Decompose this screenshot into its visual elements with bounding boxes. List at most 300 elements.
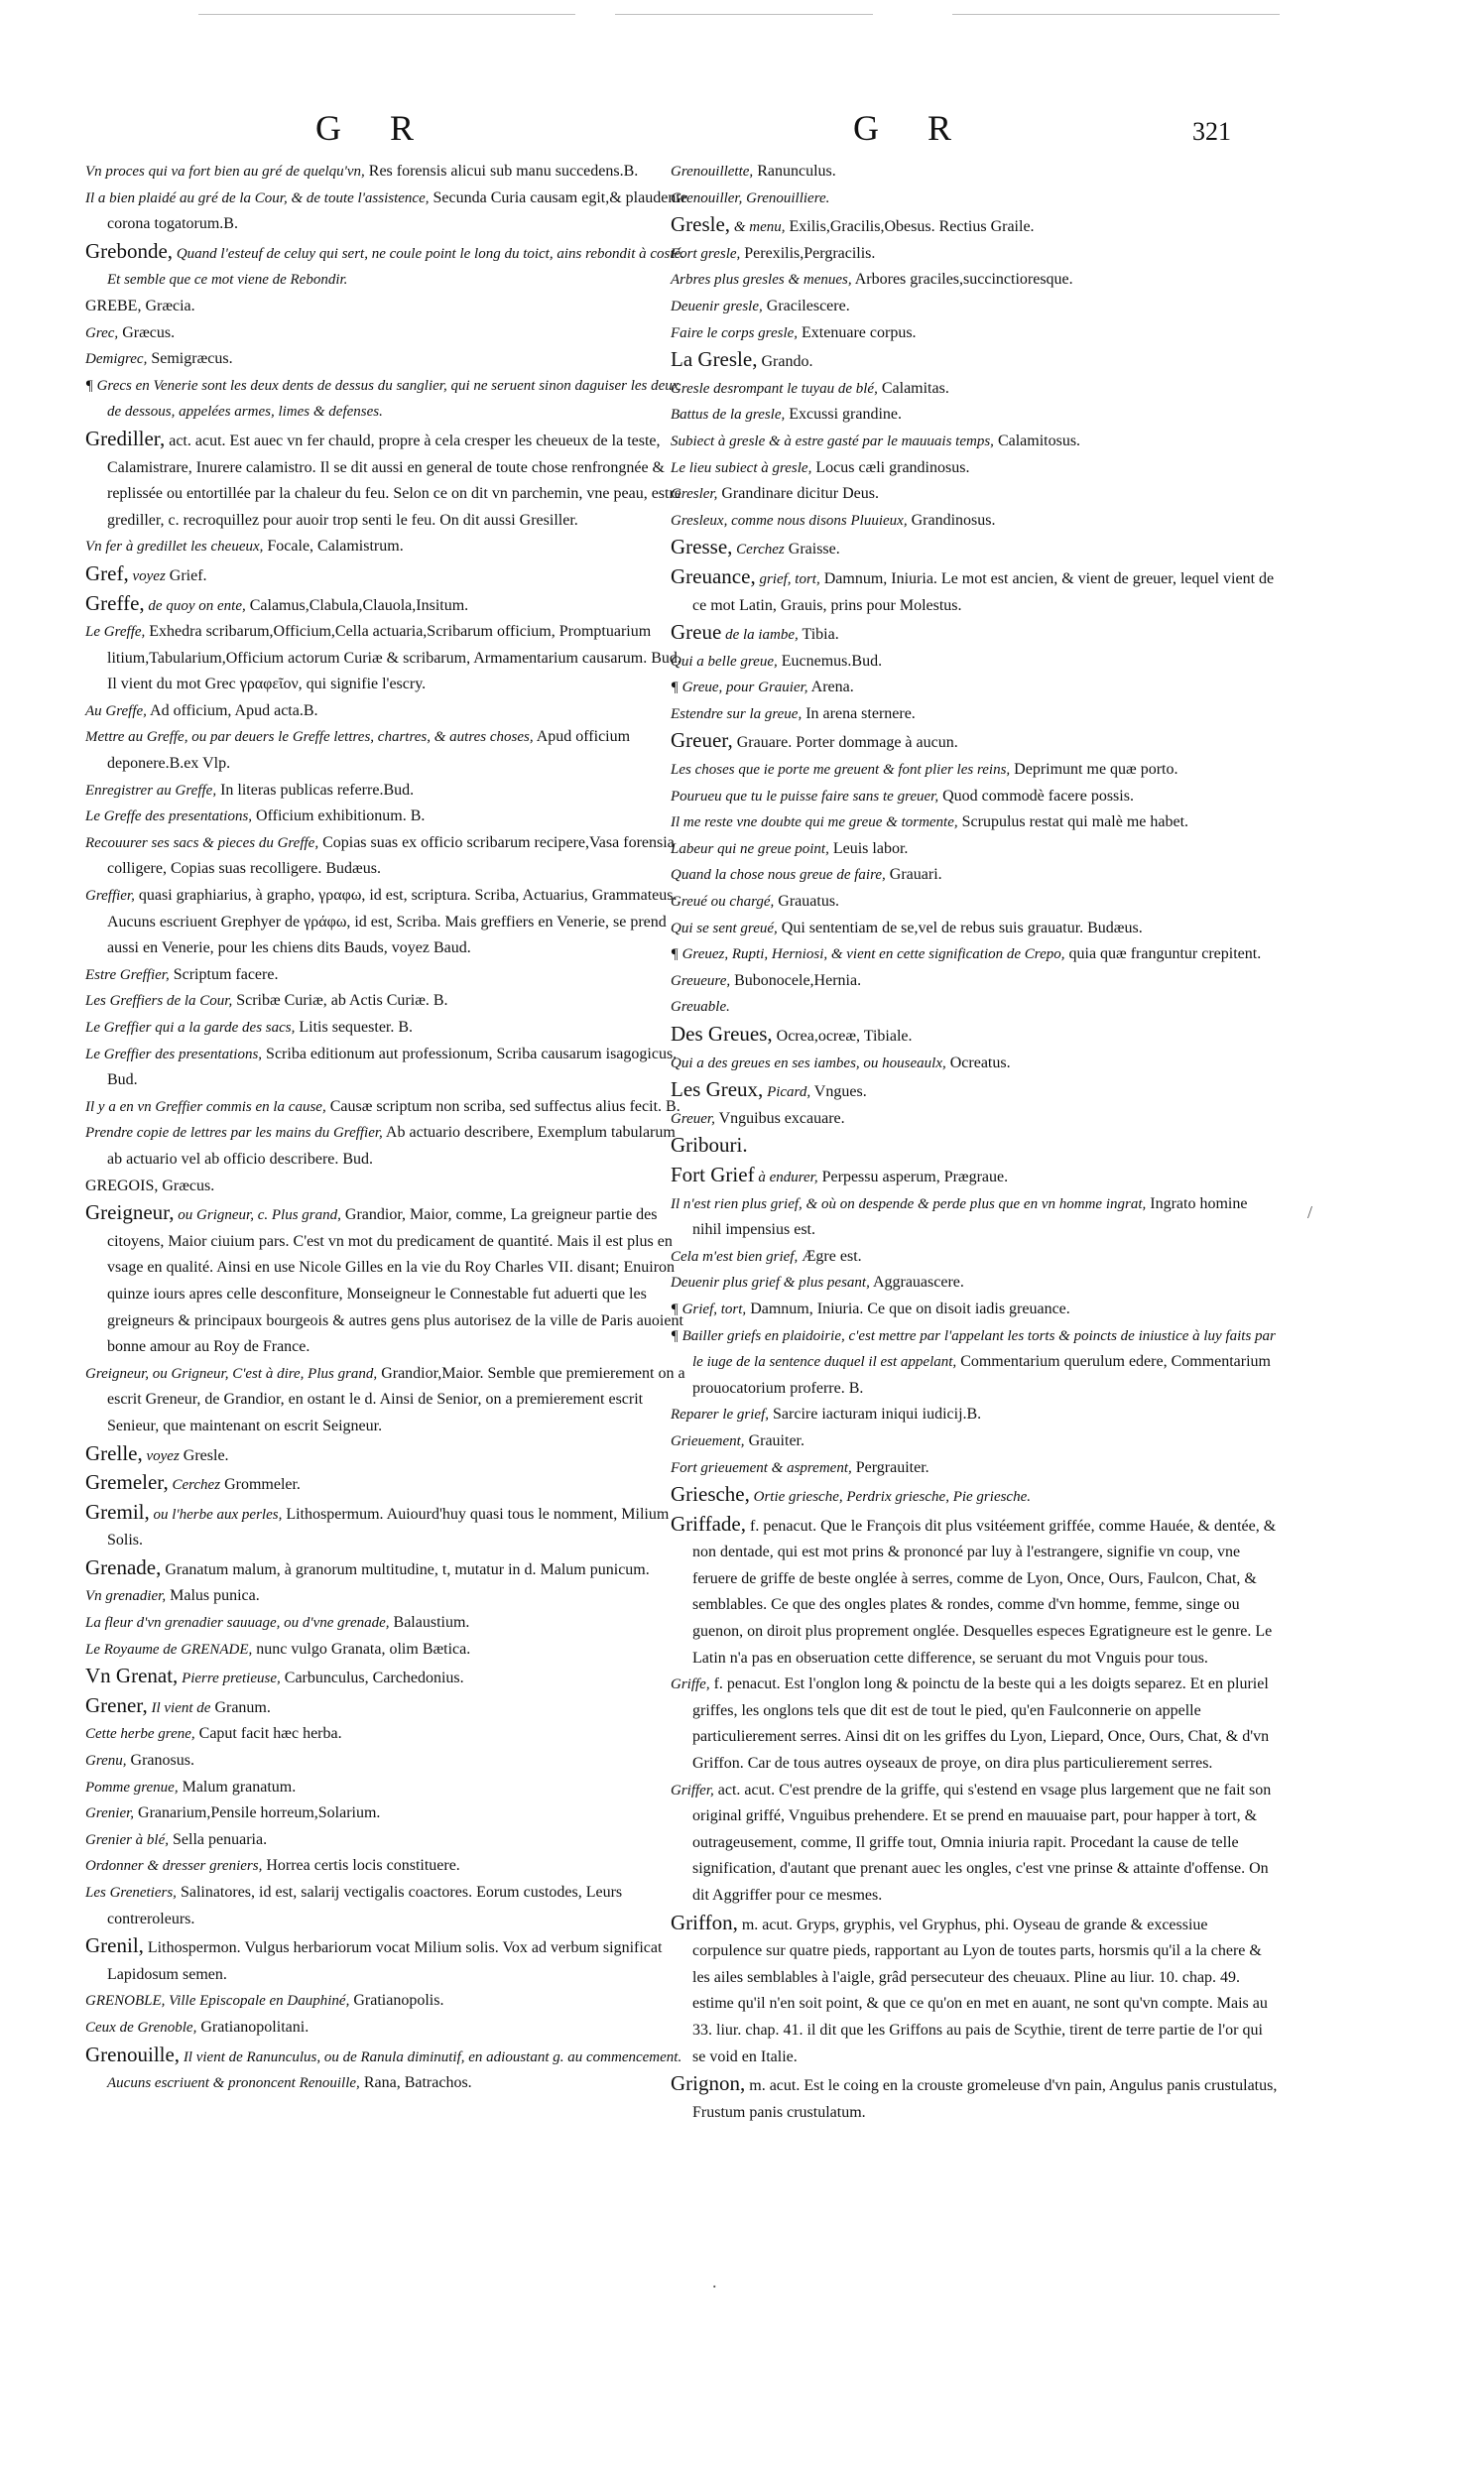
entry-french: ¶ Bailler griefs en plaidoirie, c'est mettre par l'appelant les torts & poincts de iniustice à luy faits par le iuge de la sentence duquel il est appelant, [671, 1327, 1276, 1371]
entry-french: ou l'herbe aux perles, [149, 1506, 283, 1523]
entry-french: Picard, [763, 1084, 811, 1101]
entry-latin: Vnguibus excauare. [714, 1109, 845, 1127]
dictionary-entry [85, 1880, 690, 1932]
dictionary-entry [85, 1663, 690, 1692]
entry-latin: Commentarium querulum edere, Commentarium prouocatorium proferre. B. [692, 1353, 1271, 1397]
entry-french: Grenier, [85, 1805, 135, 1822]
dictionary-entry [671, 241, 1278, 268]
dictionary-entry [671, 1297, 1278, 1323]
entry-latin: Perpessu asperum, Prægraue. [817, 1168, 1009, 1185]
entry-latin: Scriba editionum aut professionum, Scriba causarum isagogicus. Bud. [107, 1045, 678, 1089]
scan-edge-mark [615, 14, 873, 15]
entry-latin: Ocreatus. [945, 1054, 1011, 1071]
entry-french: Il vient de [147, 1699, 211, 1716]
entry-latin: In literas publicas referre.Bud. [216, 781, 415, 799]
entry-french: Gresler, [671, 486, 718, 503]
dictionary-entry [85, 1692, 690, 1722]
dictionary-entry [671, 1076, 1278, 1106]
entry-latin: Pergrauiter. [851, 1458, 929, 1476]
entry-french: Pourueu que tu le puisse faire sans te greuer, [671, 788, 939, 805]
entry-french: Greué ou chargé, [671, 894, 775, 911]
entry-latin: Causæ scriptum non scriba, sed suffectus alius fecit. B. [325, 1097, 680, 1115]
entry-french: ou Grigneur, c. Plus grand, [174, 1207, 341, 1224]
entry-french: Les choses que ie porte me greuent & font plier les reins, [671, 762, 1011, 779]
entry-french: Qui a des greues en ses iambes, ou houseaulx, [671, 1054, 946, 1071]
entry-latin: Granum. [210, 1698, 271, 1716]
entry-headword: Gribouri. [671, 1133, 748, 1158]
entry-latin: Sella penuaria. [169, 1830, 268, 1848]
dictionary-entry [671, 1910, 1278, 2071]
entry-headword: Gresse, [671, 535, 733, 559]
entry-latin: Calamitas. [877, 379, 949, 397]
entry-latin: Deprimunt me quæ porto. [1010, 761, 1178, 779]
dictionary-entry [671, 1051, 1278, 1077]
entry-headword: Gremeler, [85, 1470, 169, 1495]
entry-latin: Grauare. Porter dommage à aucun. [732, 734, 958, 752]
entry-french: ¶ Greuez, Rupti, Herniosi, & vient en cette signification de Crepo, [671, 946, 1065, 963]
entry-french: Greuable. [671, 999, 730, 1016]
dictionary-entry [671, 862, 1278, 889]
entry-french: Cerchez [732, 542, 785, 558]
entry-french: Fort grieuement & asprement, [671, 1459, 852, 1476]
entry-latin: Perexilis,Pergracilis. [740, 244, 876, 262]
entry-french: Greueure, [671, 972, 731, 989]
dictionary-entry [671, 1270, 1278, 1297]
entry-latin: Balaustium. [389, 1614, 470, 1632]
entry-latin: Ægre est. [798, 1247, 862, 1265]
entry-latin: Granosus. [126, 1752, 194, 1770]
entry-latin: Grauiter. [744, 1431, 804, 1449]
entry-latin: Vngues. [810, 1083, 867, 1101]
entry-latin: Gracilescere. [762, 297, 850, 314]
dictionary-entry [85, 294, 690, 320]
entry-french: Demigrec, [85, 351, 148, 368]
dictionary-entry [85, 1721, 690, 1748]
entry-headword: Grediller, [85, 426, 166, 450]
dictionary-entry [671, 1428, 1278, 1455]
entry-french: à endurer, [754, 1169, 818, 1185]
entry-french: Le lieu subiect à gresle, [671, 459, 812, 476]
entry-french: Greuer, [671, 1110, 715, 1127]
entry-french: voyez [142, 1447, 180, 1464]
entry-french: ¶ Grief, tort, [671, 1301, 747, 1317]
entry-latin: Calamitosus. [993, 432, 1081, 449]
dictionary-entry [85, 883, 690, 962]
entry-french: Gresleux, comme nous disons Pluuieux, [671, 512, 908, 529]
entry-french: Greigneur, ou Grigneur, C'est à dire, Plus grand, [85, 1365, 378, 1382]
entry-headword: Grenade, [85, 1554, 162, 1579]
entry-latin: Ab actuario describere, Exemplum tabularum ab actuario vel ab officio describere. Bud. [107, 1124, 676, 1168]
scan-edge-mark [952, 14, 1280, 15]
entry-latin: In arena sternere. [802, 704, 916, 722]
entry-french: Vn fer à gredillet les cheueux, [85, 539, 264, 556]
dictionary-entry [85, 962, 690, 989]
entry-latin: f. penacut. Que le François dit plus vsitéement griffée, comme Hauée, & dentée, & non dentade, qui est mot prins & prononcé par luy à l'estrangere, signifie vn coup, vne feruere de griffe de beste onglée à serres, comme de Lyon, Once, Ours, Faulcon, Chat, & semblables. Ce que des ongles plates & rondes, comme d'vn homme, femme, singe ou guenon, on diroit plus proprement onglée. Desquelles especes Egratigneure est le genre. Le Latin n'a pas en obseruation cette difference, se seruant du mot Vnguis pour tous. [692, 1517, 1277, 1667]
dictionary-entry [85, 320, 690, 347]
entry-headword: Grener, [85, 1692, 148, 1717]
entry-latin: Caput facit hæc herba. [194, 1725, 342, 1743]
entry-french: Il y a en vn Greffier commis en la cause, [85, 1098, 326, 1115]
dictionary-entry [671, 159, 1278, 186]
dictionary-entry [671, 320, 1278, 347]
entry-french: de quoy on ente, [144, 597, 246, 614]
entry-french: Grenouiller, Grenouilliere. [671, 189, 830, 206]
dictionary-entry [85, 619, 690, 698]
entry-latin: Exhedra scribarum,Officium,Cella actuaria,Scribarum officium, Promptuarium litium,Tabularium,Officium actorum Curiæ & scribarum, Armamentarium causarum. Bud. Il vient du mot Grec γραφεῖον, qui signifie l'escry. [107, 623, 681, 693]
entry-french: Pierre pretieuse, [178, 1671, 281, 1687]
entry-headword: Gremil, [85, 1499, 150, 1524]
entry-latin: Leuis labor. [828, 839, 909, 857]
dictionary-entry [85, 830, 690, 883]
entry-headword: Vn Grenat, [85, 1664, 179, 1688]
entry-french: Quand la chose nous greue de faire, [671, 867, 886, 884]
running-head-right: G R [853, 108, 972, 148]
entry-latin: Gresle. [179, 1446, 229, 1464]
dictionary-entry [85, 1853, 690, 1880]
entry-headword: Griffade, [671, 1511, 746, 1536]
dictionary-entry [85, 1800, 690, 1827]
dictionary-entry [85, 1199, 690, 1361]
entry-headword: Grenil, [85, 1933, 144, 1958]
entry-french: Il me reste vne doubte qui me greue & tormente, [671, 814, 958, 831]
entry-french: Greffier, [85, 888, 135, 905]
dictionary-entry [671, 346, 1278, 376]
entry-french: grief, tort, [755, 570, 820, 587]
entry-french: Grec, [85, 324, 119, 341]
dictionary-entry [671, 376, 1278, 403]
dictionary-entry [85, 988, 690, 1015]
dictionary-entry [85, 534, 690, 560]
dictionary-entry [671, 809, 1278, 836]
entry-latin: Grandior,Maior. Semble que premierement on a escrit Greneur, de Grandior, en ostant le d. Ainsi de Senior, on a premierement escrit Senieur, que maintenant on escrit Seigneur. [107, 1364, 685, 1434]
entry-latin: Malus punica. [166, 1587, 260, 1605]
entry-french: Au Greffe, [85, 702, 147, 719]
entry-latin: Tibia. [798, 626, 839, 644]
entry-latin: Malum granatum. [178, 1778, 297, 1796]
entry-latin: f. penacut. Est l'onglon long & poinctu de la beste qui a les doigts separez. Et en pluriel griffes, les onglons tels que dit est de tout le pied, qu'en Faulconnerie on appelle particulierement serres. Ainsi dit on les griffes du Lyon, Liepard, Once, Ours, Chat, & d'vn Griffon. Car de tous autres oyseaux de proye, on dira plus particulierement serres. [692, 1675, 1270, 1773]
entry-latin: Ad officium, Apud acta.B. [146, 701, 318, 719]
entry-french: Griffe, [671, 1676, 710, 1693]
dictionary-entry [85, 1361, 690, 1440]
entry-french: Griffer, [671, 1782, 714, 1798]
dictionary-entry [85, 373, 690, 426]
dictionary-entry [85, 1583, 690, 1610]
dictionary-entry [85, 1042, 690, 1094]
dictionary-entry [85, 1554, 690, 1584]
dictionary-entry [85, 186, 690, 238]
entry-french: GRENOBLE, Ville Episcopale en Dauphiné, [85, 1993, 350, 2010]
entry-headword: Greuer, [671, 728, 733, 753]
dictionary-entry [85, 560, 690, 590]
entry-french: Deuenir gresle, [671, 298, 763, 314]
entry-latin: Officium exhibitionum. B. [252, 807, 426, 825]
dictionary-entry [671, 889, 1278, 916]
entry-latin: GREGOIS, Græcus. [85, 1177, 215, 1194]
entry-french: Cerchez [168, 1477, 221, 1494]
entry-latin: Grief. [165, 566, 207, 584]
entry-french: Enregistrer au Greffe, [85, 782, 217, 799]
entry-latin: Secunda Curia causam egit,& plaudente corona togatorum.B. [107, 188, 687, 233]
entry-french: Recouurer ses sacs & pieces du Greffe, [85, 834, 319, 851]
entry-latin: Lithospermon. Vulgus herbariorum vocat Milium solis. Vox ad verbum significat Lapidosum semen. [107, 1939, 663, 1983]
entry-french: de la iambe, [721, 627, 799, 644]
entry-latin: GREBE, Græcia. [85, 297, 195, 314]
dictionary-entry [671, 1511, 1278, 1673]
dictionary-entry [85, 159, 690, 186]
entry-latin: m. acut. Gryps, gryphis, vel Gryphus, phi. Oyseau de grande & excessiue corpulence sur quatre pieds, rapportant au Lyon de toutes parts, horsmis qu'il a la chere & les ailes semblables à l'aigle, grâd persecuteur des cheuaux. Pline au liur. 10. chap. 49. estime qu'il n'en soit point, & que ce qu'on en met en auant, ne sont qu'vn compte. Mais au 33. liur. chap. 41. il dit que les Griffons au pais de Scythie, tirent de terre partie de l'or qui se void en Italie. [692, 1916, 1268, 2065]
dictionary-entry [85, 1775, 690, 1801]
entry-headword: Griffon, [671, 1910, 738, 1934]
entry-latin: Focale, Calamistrum. [263, 538, 404, 556]
entry-latin: Scribæ Curiæ, ab Actis Curiæ. B. [232, 992, 448, 1010]
dictionary-entry [671, 186, 1278, 212]
dictionary-entry [85, 1748, 690, 1775]
entry-latin: Rana, Batrachos. [359, 2074, 472, 2092]
entry-headword: Grignon, [671, 2071, 746, 2096]
entry-french: Grenu, [85, 1753, 127, 1770]
entry-french: Mettre au Greffe, ou par deuers le Greffe lettres, chartres, & autres choses, [85, 729, 534, 746]
entry-latin: Horrea certis locis constituere. [262, 1857, 460, 1875]
entry-latin: Lithospermum. Auiourd'huy quasi tous le nomment, Milium Solis. [107, 1505, 670, 1550]
entry-headword: Griesche, [671, 1482, 750, 1507]
entry-latin: Res forensis alicui sub manu succedens.B. [364, 163, 639, 180]
entry-latin: Excussi grandine. [785, 406, 903, 424]
entry-french: Grieuement, [671, 1432, 745, 1449]
entry-latin: Damnum, Iniuria. Ce que on disoit iadis greuance. [746, 1300, 1070, 1317]
entry-latin: Grandinare dicitur Deus. [717, 485, 879, 503]
dictionary-entry [671, 784, 1278, 810]
entry-french: Qui se sent greué, [671, 920, 778, 936]
dictionary-entry [671, 675, 1278, 701]
entry-latin: m. acut. Est le coing en la crouste gromeleuse d'vn pain, Angulus panis crustulatus, Frustum panis crustulatum. [692, 2077, 1278, 2121]
entry-french: Le Greffier qui a la garde des sacs, [85, 1020, 296, 1036]
entry-french: Les Grenetiers, [85, 1885, 177, 1901]
entry-latin: Apud officium deponere.B.ex Vlp. [107, 728, 631, 773]
entry-french: Cette herbe grene, [85, 1726, 195, 1743]
dictionary-entry [671, 727, 1278, 757]
entry-french: Le Greffier des presentations, [85, 1046, 263, 1062]
entry-latin: Locus cæli grandinosus. [811, 458, 970, 476]
dictionary-entry [671, 508, 1278, 535]
dictionary-entry [671, 402, 1278, 429]
entry-latin: Qui sententiam de se,vel de rebus suis grauatur. Budæus. [777, 919, 1143, 936]
entry-headword: Greigneur, [85, 1200, 175, 1225]
dictionary-entry [671, 534, 1278, 563]
entry-headword: La Gresle, [671, 347, 758, 372]
dictionary-entry [671, 1191, 1278, 1244]
dictionary-entry [85, 1637, 690, 1664]
entry-headword: Gref, [85, 560, 129, 585]
entry-french: Il n'est rien plus grief, & où on despende & perde plus que en vn homme ingrat, [671, 1195, 1147, 1212]
margin-dot: . [712, 2272, 717, 2292]
entry-french: Prendre copie de lettres par les mains du Greffier, [85, 1125, 383, 1142]
dictionary-entry [671, 649, 1278, 676]
entry-latin: Ranunculus. [753, 163, 836, 180]
margin-tick: / [1307, 1202, 1313, 1222]
dictionary-entry [671, 1778, 1278, 1910]
entry-french: voyez [128, 567, 166, 584]
entry-latin: nunc vulgo Granata, olim Bætica. [252, 1640, 471, 1658]
left-column [85, 159, 690, 2097]
entry-french: Cela m'est bien grief, [671, 1248, 799, 1265]
entry-latin: quasi graphiarius, à grapho, γραφω, id est, scriptura. Scriba, Actuarius, Grammateus. Aucuns escriuent Grephyer de γράφω, id est, Scriba. Mais greffiers en Venerie, se prend aussi en Venerie, pour les chiens dits Bauds, voyez Baud. [107, 887, 678, 957]
right-column [671, 159, 1278, 2126]
entry-french: ¶ Greue, pour Grauier, [671, 680, 808, 696]
entry-french: Reparer le grief, [671, 1407, 770, 1424]
dictionary-entry [85, 698, 690, 725]
entry-headword: Fort Grief [671, 1162, 755, 1186]
dictionary-entry [671, 267, 1278, 294]
entry-latin: Scriptum facere. [169, 965, 279, 983]
dictionary-entry [671, 455, 1278, 482]
entry-latin: Graisse. [784, 541, 840, 558]
entry-french: Battus de la gresle, [671, 407, 786, 424]
dictionary-entry [85, 804, 690, 830]
dictionary-entry [671, 994, 1278, 1021]
dictionary-entry [671, 1481, 1278, 1511]
entry-french: Arbres plus gresles & menues, [671, 272, 852, 289]
dictionary-entry [671, 481, 1278, 508]
dictionary-entry [85, 590, 690, 620]
entry-french: Il vient de Ranunculus, ou de Ranula diminutif, en adioustant g. au commencement. Aucuns escriuent & prononcent Renouille, [107, 2048, 682, 2092]
running-head-left: G R [315, 108, 434, 148]
entry-french: Fort gresle, [671, 245, 741, 262]
entry-latin: Arena. [807, 679, 854, 696]
entry-latin: Ingrato homine nihil impensius est. [692, 1194, 1248, 1239]
entry-french: Grenier à blé, [85, 1831, 170, 1848]
scan-edge-mark [198, 14, 575, 15]
dictionary-entry [671, 1455, 1278, 1482]
entry-latin: Granatum malum, à granorum multitudine, t, mutatur in d. Malum punicum. [161, 1560, 650, 1578]
dictionary-entry [671, 1672, 1278, 1777]
dictionary-entry [671, 429, 1278, 455]
entry-french: Estendre sur la greue, [671, 705, 803, 722]
dictionary-entry [85, 1610, 690, 1637]
dictionary-entry [671, 2070, 1278, 2126]
entry-latin: Extenuare corpus. [798, 323, 917, 341]
entry-french: Le Royaume de GRENADE, [85, 1641, 253, 1658]
dictionary-entry [85, 1015, 690, 1042]
entry-french: Il a bien plaidé au gré de la Cour, & de toute l'assistence, [85, 189, 430, 206]
entry-latin: Quod commodè facere possis. [938, 787, 1134, 805]
entry-latin: act. acut. Est auec vn fer chauld, propre à cela cresper les cheueux de la teste, Calamistrare, Inurere calamistro. Il se dit aussi en general de toute chose renfrongnée & replissée ou entortillée par la chaleur du feu. Selon ce on dit vn parchemin, vne peau, estre grediller, c. recroquillez pour auoir trop senti le feu. On dit aussi Gresiller. [107, 432, 681, 529]
dictionary-entry [671, 701, 1278, 728]
dictionary-entry [85, 1174, 690, 1200]
entry-latin: Litis sequester. B. [295, 1019, 414, 1036]
entry-french: Gresle desrompant le tuyau de blé, [671, 380, 878, 397]
entry-headword: Grelle, [85, 1440, 143, 1465]
dictionary-entry [85, 1499, 690, 1554]
entry-headword: Grenouille, [85, 2042, 181, 2066]
entry-latin: Scrupulus restat qui malè me habet. [957, 813, 1189, 831]
entry-french: Qui a belle greue, [671, 653, 778, 670]
entry-french: Le Greffe, [85, 624, 146, 641]
dictionary-entry [85, 1988, 690, 2015]
dictionary-entry [671, 1162, 1278, 1191]
entry-latin: Bubonocele,Hernia. [730, 971, 862, 989]
entry-latin: Grommeler. [220, 1476, 301, 1494]
dictionary-entry [85, 778, 690, 805]
dictionary-entry [85, 346, 690, 373]
entry-latin: Arbores graciles,succinctioresque. [851, 271, 1073, 289]
dictionary-entry [671, 968, 1278, 995]
dictionary-entry [85, 2042, 690, 2097]
dictionary-entry [671, 294, 1278, 320]
entry-french: Ordonner & dresser greniers, [85, 1858, 263, 1875]
dictionary-entry [85, 2015, 690, 2042]
entry-latin: Ocrea,ocreæ, Tibiale. [772, 1028, 913, 1045]
entry-french: Le Greffe des presentations, [85, 808, 253, 825]
entry-french: La fleur d'vn grenadier sauuage, ou d'vne grenade, [85, 1615, 390, 1632]
dictionary-entry [671, 836, 1278, 863]
entry-latin: Gratianopolis. [349, 1992, 444, 2010]
entry-french: Faire le corps gresle, [671, 324, 799, 341]
dictionary-entry [85, 1094, 690, 1121]
entry-latin: Exilis,Gracilis,Obesus. Rectius Graile. [785, 218, 1035, 236]
entry-french: Ortie griesche, Perdrix griesche, Pie griesche. [749, 1489, 1032, 1506]
dictionary-entry [671, 619, 1278, 649]
entry-latin: act. acut. C'est prendre de la griffe, qui s'estend en vsage plus largement que ne fait son original griffé, Vnguibus prehendere. Et se prend en mauuaise part, pour happer à tort, & outrageusement, comme, Il griffe tout, Omnia iniuria rapit. Procedant la cause de telle signification, d'autant que prenant auec les ongles, c'est vne prinse & attainte d'offense. On dit Aggriffer pour ce mesmes. [692, 1781, 1272, 1904]
entry-latin: Granarium,Pensile horreum,Solarium. [134, 1804, 381, 1822]
entry-french: Subiect à gresle & à estre gasté par le mauuais temps, [671, 433, 994, 449]
entry-headword: Greue [671, 620, 722, 645]
entry-french: ¶ Grecs en Venerie sont les deux dents de dessus du sanglier, qui ne seruent sinon daguiser les deux de dessous, appelées armes, limes & defenses. [85, 377, 680, 421]
entry-latin: Calamus,Clabula,Clauola,Insitum. [245, 596, 469, 614]
entry-french: Ceux de Grenoble, [85, 2019, 197, 2036]
entry-latin: Sarcire iacturam iniqui iudicij.B. [769, 1406, 982, 1424]
dictionary-entry [671, 757, 1278, 784]
dictionary-entry [671, 563, 1278, 619]
entry-latin: Semigræcus. [147, 350, 233, 368]
dictionary-entry [671, 1244, 1278, 1271]
entry-headword: Greuance, [671, 563, 756, 588]
entry-latin: Grauatus. [774, 893, 840, 911]
entry-headword: Les Greux, [671, 1077, 764, 1102]
entry-latin: Aggrauascere. [869, 1274, 964, 1292]
entry-french: Vn grenadier, [85, 1588, 167, 1605]
entry-french: Estre Greffier, [85, 966, 170, 983]
entry-french: & menu, [730, 219, 786, 236]
page-number: 321 [1192, 117, 1231, 146]
entry-latin: Grandinosus. [907, 511, 996, 529]
dictionary-entry [85, 1932, 690, 1988]
entry-latin: Grando. [757, 353, 813, 371]
entry-latin: Græcus. [118, 323, 176, 341]
dictionary-entry [671, 1402, 1278, 1428]
entry-latin: Gratianopolitani. [196, 2018, 309, 2036]
entry-french: Vn proces qui va fort bien au gré de quelqu'vn, [85, 164, 365, 180]
entry-french: Les Greffiers de la Cour, [85, 993, 233, 1010]
entry-latin: Eucnemus.Bud. [777, 652, 883, 670]
entry-french: Grenouillette, [671, 164, 754, 180]
dictionary-entry [671, 941, 1278, 968]
dictionary-entry [85, 1827, 690, 1854]
entry-french: Deuenir plus grief & plus pesant, [671, 1275, 870, 1292]
entry-latin: Damnum, Iniuria. Le mot est ancien, & vient de greuer, lequel vient de ce mot Latin, Grauis, prins pour Molestus. [692, 569, 1275, 614]
dictionary-entry [85, 1469, 690, 1499]
dictionary-entry [85, 724, 690, 777]
entry-latin: Copias suas ex officio scribarum recipere,Vasa forensia colligere, Copias suas recolligere. Budæus. [107, 833, 675, 878]
entry-french: Quand l'esteuf de celuy qui sert, ne coule point le long du toict, ains rebondit à costé. Et semble que ce mot viene de Rebondir. [107, 245, 684, 289]
entry-latin: quia quæ franguntur crepitent. [1064, 945, 1262, 963]
entry-headword: Des Greues, [671, 1022, 773, 1046]
entry-headword: Greffe, [85, 590, 145, 615]
dictionary-entry [671, 1021, 1278, 1051]
entry-french: Pomme grenue, [85, 1779, 179, 1796]
entry-latin: Grauari. [885, 866, 942, 884]
dictionary-entry [85, 1440, 690, 1470]
dictionary-entry [85, 1120, 690, 1173]
